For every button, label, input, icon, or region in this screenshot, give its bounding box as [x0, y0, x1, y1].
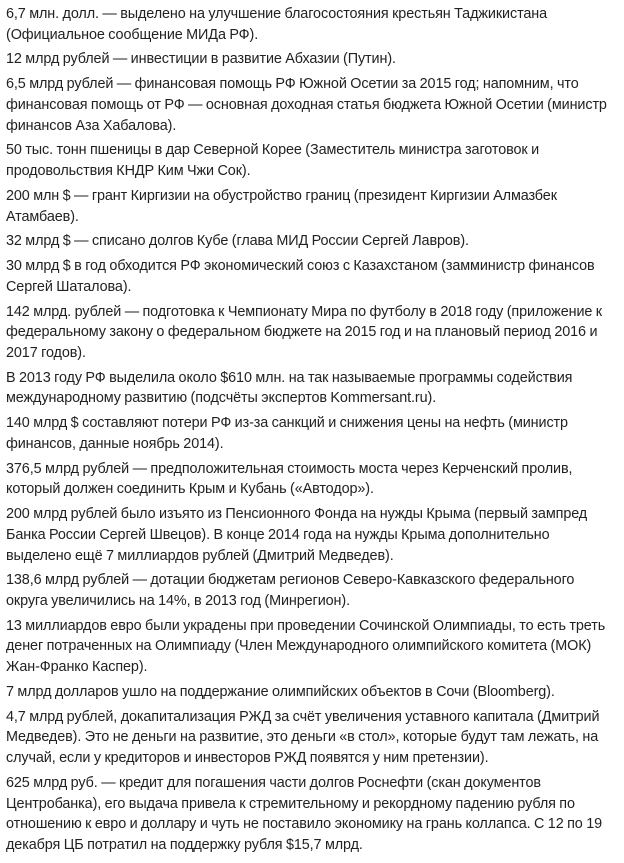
- paragraph-pension-fund-crimea: 200 млрд рублей было изъято из Пенсионного Фонда на нужды Крыма (первый зампред Банка России Сергей Швецов). В конце 2014 года на нужды Крыма дополнительно выделено ещё 7 миллиардов рублей (Дмитрий Медведев).: [6, 506, 588, 564]
- paragraph-kyrgyzstan-grant: 200 млн $ — грант Киргизии на обустройство границ (президент Киргизии Алмазбек Атамбаев).: [6, 187, 557, 225]
- paragraph-rzd-capitalization: 4,7 млрд рублей, докапитализация РЖД за счёт увеличения уставного капитала (Дмитрий Медведев). Это не деньги на развитие, это деньги «в стол», которые будут там лежать, на случай, если у кредиторов и инвесторов РЖД появятся у ним претензии).: [6, 708, 600, 767]
- paragraph-kerch-bridge: 376,5 млрд рублей — предположительная стоимость моста через Керченский пролив, который должен соединить Крым и Кубань («Автодор»).: [6, 460, 573, 498]
- paragraph-kazakhstan-union: 30 млрд $ в год обходится РФ экономический союз с Казахстаном (замминистр финансов Сергей Шаталова).: [6, 258, 595, 295]
- paragraph-south-ossetia-aid: 6,5 млрд рублей — финансовая помощь РФ Южной Осетии за 2015 год; напомним, что финансовая помощь от РФ — основная доходная статья бюджета Южной Осетии (министр финансов Аза Хабалова).: [6, 76, 607, 134]
- paragraph-cuba-debt: 32 млрд $ — списано долгов Кубе (глава МИД России Сергей Лавров).: [6, 233, 469, 250]
- paragraph-tajikistan-aid: 6,7 млн. долл. — выделено на улучшение благосостояния крестьян Таджикистана (Официальное сообщение МИДа РФ).: [6, 6, 548, 43]
- paragraph-sochi-olympics-theft: 13 миллиардов евро были украдены при проведении Сочинской Олимпиады, то есть треть денег потраченных на Олимпиаду (Член Международного олимпийского комитета (МОК) Жан-Франко Каспер).: [6, 617, 606, 676]
- paragraph-sochi-facilities: 7 млрд долларов ушло на поддержание олимпийских объектов в Сочи (Bloomberg).: [6, 683, 555, 700]
- paragraph-north-caucasus-subsidies: 138,6 млрд рублей — дотации бюджетам регионов Северо-Кавказского федерального округа увеличились на 14%, в 2013 год (Минрегион).: [6, 572, 575, 609]
- paragraph-development-programs: В 2013 году РФ выделила около $610 млн. на так называемые программы содействия международному развитию (подсчёты экспертов Kommersant.ru).: [6, 369, 573, 407]
- paragraph-rosneft-credit: 625 млрд руб. — кредит для погашения части долгов Роснефти (скан документов Центробанка), его выдача привела к стремительному и рекордному падению рубля по отношению к евро и доллару и чуть не поставило экономику на грань коллапса. С 12 по 19 декабря ЦБ потратил на поддержку рубля $15,7 млрд.: [6, 774, 602, 853]
- paragraph-world-cup-2018: 142 млрд. рублей — подготовка к Чемпионату Мира по футболу в 2018 году (приложение к федеральному закону о федеральном бюджете на 2015 год и на плановый период 2016 и 2017 годов).: [6, 303, 602, 361]
- paragraph-sanctions-losses: 140 млрд $ составляют потери РФ из-за санкций и снижения цены на нефть (министр финансов, данные ноябрь 2014).: [6, 415, 568, 452]
- paragraph-abkhazia-investment: 12 млрд рублей — инвестиции в развитие Абхазии (Путин).: [6, 51, 396, 68]
- paragraph-north-korea-wheat: 50 тыс. тонн пшеницы в дар Северной Корее (Заместитель министра заготовок и продовольствия КНДР Ким Чжи Сок).: [6, 142, 540, 180]
